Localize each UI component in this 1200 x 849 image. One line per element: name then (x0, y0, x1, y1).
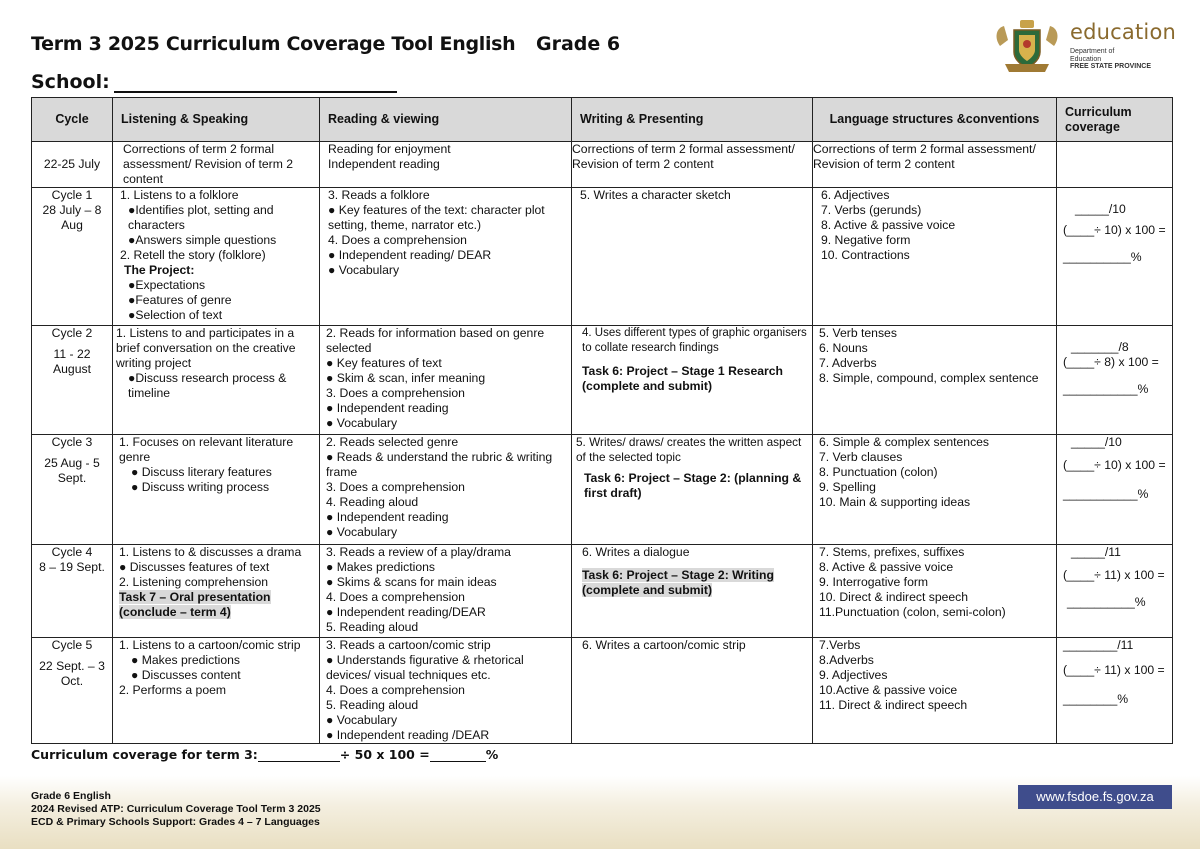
rv-cell (320, 545, 572, 638)
cell-text: ●Answers simple questions (128, 233, 277, 247)
cell-text: 6. Adjectives (821, 188, 890, 202)
logo-sub-line: FREE STATE PROVINCE (1070, 63, 1152, 70)
cell-text: 10. Contractions (821, 248, 910, 262)
cell-text: ● Understands figurative & rhetorical devices/ visual techniques etc. (326, 653, 524, 682)
school-label: School: (31, 71, 110, 93)
coverage-cell (1057, 638, 1173, 744)
cell-text: 6. Nouns (819, 341, 868, 355)
cell-text: ● Discuss writing process (131, 480, 270, 494)
cell-text: 4. Uses different types of graphic organisers to collate research findings (582, 327, 807, 354)
cell-text: ● Key features of text (326, 356, 442, 370)
cell-text: 6. Simple & complex sentences (819, 435, 990, 449)
coverage-cell (1057, 545, 1173, 638)
cell-text: 11. Direct & indirect speech (819, 698, 968, 712)
coverage-score-blank: _______/8 (1071, 340, 1129, 354)
cell-text: 5. Reading aloud (326, 620, 419, 634)
coverage-cell (1057, 188, 1173, 326)
cell-text: ●Discuss research process & timeline (128, 371, 287, 400)
cell-text: 6. Writes a dialogue (582, 545, 690, 559)
cell-text: 4. Does a comprehension (328, 233, 467, 247)
rv-cell (320, 435, 572, 545)
coverage-blank (258, 749, 340, 762)
task-label: Task 6: Project – Stage 2: (planning & first draft) (584, 471, 802, 500)
footer-text (31, 790, 321, 829)
logo-sub-line: Education (1070, 55, 1102, 63)
lang-cell (813, 545, 1057, 638)
cell-text: 2. Reads selected genre (326, 435, 459, 449)
header-reading-viewing: Reading & viewing (320, 98, 572, 142)
cell-text: 3. Reads a review of a play/drama (326, 545, 511, 559)
coverage-cell (1057, 435, 1173, 545)
coverage-result-blank (430, 749, 486, 762)
wp-cell (572, 326, 813, 435)
rv-cell (320, 638, 572, 744)
coverage-table (31, 97, 1173, 744)
coverage-cell (1057, 142, 1173, 188)
cell-text: ●Selection of text (128, 308, 223, 322)
cycle-cell (32, 326, 113, 435)
coverage-formula: (____÷ 11) x 100 = (1063, 568, 1165, 582)
ls-cell (113, 638, 320, 744)
table-row (32, 188, 1173, 326)
task-label: Task 6: Project – Stage 1 Research (complete and submit) (582, 364, 783, 393)
lang-cell (813, 326, 1057, 435)
cell-text: 10. Direct & indirect speech (819, 590, 969, 604)
cell-text: 1. Focuses on relevant literature genre (119, 435, 294, 464)
task-6-writing-label (582, 568, 809, 598)
ls-cell (113, 188, 320, 326)
coverage-percent-sign: % (485, 747, 499, 762)
cell-text: ● Independent reading/DEAR (326, 605, 486, 619)
table-row (32, 326, 1173, 435)
project-heading: The Project: (124, 263, 195, 277)
cell-text: Corrections of term 2 formal assessment/ Revision of term 2 content (813, 142, 1036, 171)
logo-sub-line: Department of (1070, 48, 1115, 55)
cell-text: 6. Writes a cartoon/comic strip (582, 638, 746, 652)
cycle-dates: 28 July – 8 Aug (42, 203, 102, 232)
cycle-dates: 22 Sept. – 3 Oct. (39, 659, 105, 688)
coverage-score-blank: _____/10 (1071, 435, 1122, 449)
cell-text: Reading for enjoyment (328, 142, 451, 156)
wp-cell (572, 142, 813, 188)
cell-text: ● Makes predictions (326, 560, 435, 574)
cell-text: 3. Reads a cartoon/comic strip (326, 638, 491, 652)
cell-text: ● Skims & scans for main ideas (326, 575, 497, 589)
coverage-formula: (____÷ 11) x 100 = (1063, 663, 1165, 677)
cell-text: 8.Adverbs (819, 653, 874, 667)
coverage-cell (1057, 326, 1173, 435)
term-coverage-summary (31, 747, 498, 762)
cell-text: 3. Reads a folklore (328, 188, 430, 202)
cycle-dates: 8 – 19 Sept. (39, 560, 105, 574)
school-field (31, 71, 397, 93)
website-link[interactable]: www.fsdoe.fs.gov.za (1018, 785, 1172, 809)
cell-text: 8. Active & passive voice (821, 218, 956, 232)
table-row (32, 545, 1173, 638)
cycle-text: 22-25 July (43, 157, 101, 171)
cell-text: 1. Listens to a folklore (120, 188, 239, 202)
cell-text: 4. Reading aloud (326, 495, 419, 509)
ls-cell (113, 545, 320, 638)
cell-text: 9. Adjectives (819, 668, 888, 682)
cell-text: ● Vocabulary (326, 713, 398, 727)
cell-text: ●Identifies plot, setting and characters (128, 203, 274, 232)
education-logo (990, 18, 1177, 76)
coverage-score-blank: _____/11 (1071, 545, 1121, 559)
cell-text: 1. Listens to & discusses a drama (119, 545, 302, 559)
cell-text: 8. Punctuation (colon) (819, 465, 938, 479)
cell-text: ● Skim & scan, infer meaning (326, 371, 486, 385)
cell-text: 7. Adverbs (819, 356, 877, 370)
cell-text: 1. Listens to a cartoon/comic strip (119, 638, 301, 652)
task-7-label (119, 590, 316, 620)
coverage-formula: (____÷ 10) x 100 = (1063, 458, 1166, 472)
cycle-cell (32, 142, 113, 188)
cell-text: 7. Verb clauses (819, 450, 903, 464)
wp-cell (572, 435, 813, 545)
coverage-summary-formula: ÷ 50 x 100 = (339, 747, 430, 762)
cell-text: ● Independent reading (326, 401, 449, 415)
cell-text: 3. Does a comprehension (326, 386, 465, 400)
school-blank-line (114, 73, 397, 93)
cell-text: Corrections of term 2 formal assessment/ Revision of term 2 content (572, 142, 795, 171)
coverage-percent-blank: ___________% (1063, 382, 1149, 396)
cell-text: 5. Verb tenses (819, 326, 897, 340)
coverage-score-blank: _____/10 (1075, 202, 1126, 216)
cell-text: 4. Does a comprehension (326, 590, 465, 604)
cell-text: 7. Stems, prefixes, suffixes (819, 545, 965, 559)
table-row (32, 435, 1173, 545)
lang-cell (813, 435, 1057, 545)
cell-text: 1. Listens to and participates in a brief conversation on the creative writing project (116, 326, 296, 370)
coverage-formula: (____÷ 8) x 100 = (1063, 355, 1159, 369)
cell-text: 10.Active & passive voice (819, 683, 958, 697)
cell-text: ● Discusses content (131, 668, 241, 682)
coverage-percent-blank: ___________% (1063, 487, 1149, 501)
header-curriculum-coverage: Curriculum coverage (1057, 98, 1173, 142)
logo-wordmark: education (1070, 20, 1177, 44)
task-label: Task 7 – Oral presentation (conclude – term 4) (119, 590, 271, 619)
wp-cell (572, 638, 813, 744)
cycle-text: Cycle 4 (51, 545, 93, 559)
cell-text: ● Independent reading/ DEAR (328, 248, 492, 262)
cell-text: 4. Does a comprehension (326, 683, 465, 697)
rv-cell (320, 326, 572, 435)
lang-cell (813, 142, 1057, 188)
ls-cell (113, 326, 320, 435)
table-header-row (32, 98, 1173, 142)
cell-text: 5. Writes/ draws/ creates the written aspect of the selected topic (576, 435, 802, 464)
table-row (32, 142, 1173, 188)
wp-cell (572, 188, 813, 326)
cycle-cell (32, 435, 113, 545)
cell-text: ● Vocabulary (326, 525, 398, 539)
cell-text: 10. Main & supporting ideas (819, 495, 971, 509)
ls-cell (113, 142, 320, 188)
cell-text: ● Discuss literary features (131, 465, 272, 479)
footer-line: ECD & Primary Schools Support: Grades 4 – 7 Languages (31, 816, 320, 828)
cell-text: 11.Punctuation (colon, semi-colon) (819, 605, 1006, 619)
cell-text: 2. Performs a poem (119, 683, 227, 697)
cell-text: Corrections of term 2 formal assessment/ Revision of term 2 content (123, 142, 294, 186)
coverage-formula: (____÷ 10) x 100 = (1063, 223, 1166, 237)
wp-cell (572, 545, 813, 638)
header-writing-presenting: Writing & Presenting (572, 98, 813, 142)
table-row (32, 638, 1173, 744)
cell-text: 8. Active & passive voice (819, 560, 954, 574)
document-title: Term 3 2025 Curriculum Coverage Tool English (31, 33, 516, 55)
cell-text: ● Reads & understand the rubric & writing frame (326, 450, 553, 479)
cell-text: ● Vocabulary (326, 416, 398, 430)
cell-text: ● Makes predictions (131, 653, 240, 667)
cell-text: 9. Negative form (821, 233, 911, 247)
cell-text: ● Discusses features of text (119, 560, 270, 574)
cell-text: ● Independent reading /DEAR (326, 728, 490, 742)
logo-subtitle (1070, 48, 1151, 71)
cycle-text: Cycle 3 (51, 435, 93, 449)
coverage-percent-blank: ________% (1063, 692, 1129, 706)
footer-line: 2024 Revised ATP: Curriculum Coverage Tool Term 3 2025 (31, 803, 321, 815)
cell-text: 5. Reading aloud (326, 698, 419, 712)
cycle-text: Cycle 5 (51, 638, 93, 652)
cell-text: 5. Writes a character sketch (580, 188, 731, 202)
header-language-structures: Language structures &conventions (813, 98, 1057, 142)
cell-text: Independent reading (328, 157, 440, 171)
coverage-score-blank: ________/11 (1063, 638, 1134, 652)
rv-cell (320, 188, 572, 326)
header-listening-speaking: Listening & Speaking (113, 98, 320, 142)
cell-text: ●Expectations (128, 278, 206, 292)
cycle-cell (32, 545, 113, 638)
coverage-percent-blank: __________% (1067, 595, 1146, 609)
grade-label: Grade 6 (536, 33, 621, 55)
cell-text: 7.Verbs (819, 638, 861, 652)
cycle-text: Cycle 2 (51, 326, 93, 340)
cell-text: 3. Does a comprehension (326, 480, 465, 494)
coat-of-arms-icon (990, 18, 1064, 74)
ls-cell (113, 435, 320, 545)
cell-text: ● Vocabulary (328, 263, 400, 277)
cell-text: 9. Spelling (819, 480, 876, 494)
footer-line: Grade 6 English (31, 790, 111, 802)
cell-text: 7. Verbs (gerunds) (821, 203, 922, 217)
cell-text: ● Key features of the text: character plot setting, theme, narrator etc.) (328, 203, 545, 232)
cell-text: 9. Interrogative form (819, 575, 929, 589)
cycle-cell (32, 638, 113, 744)
cycle-cell (32, 188, 113, 326)
cycle-text: Cycle 1 (51, 188, 93, 202)
coverage-percent-blank: __________% (1063, 250, 1142, 264)
cell-text: 2. Reads for information based on genre selected (326, 326, 545, 355)
cell-text: ●Features of genre (128, 293, 232, 307)
lang-cell (813, 188, 1057, 326)
task-label: Task 6: Project – Stage 2: Writing (complete and submit) (582, 568, 774, 597)
cycle-dates: 25 Aug - 5 Sept. (44, 456, 100, 485)
lang-cell (813, 638, 1057, 744)
cell-text: ● Independent reading (326, 510, 449, 524)
header-cycle: Cycle (32, 98, 113, 142)
rv-cell (320, 142, 572, 188)
cell-text: 8. Simple, compound, complex sentence (819, 371, 1039, 385)
cell-text: 2. Listening comprehension (119, 575, 269, 589)
cycle-dates: 11 - 22 August (53, 347, 91, 376)
coverage-summary-label: Curriculum coverage for term 3: (31, 747, 258, 762)
cell-text: 2. Retell the story (folklore) (120, 248, 266, 262)
